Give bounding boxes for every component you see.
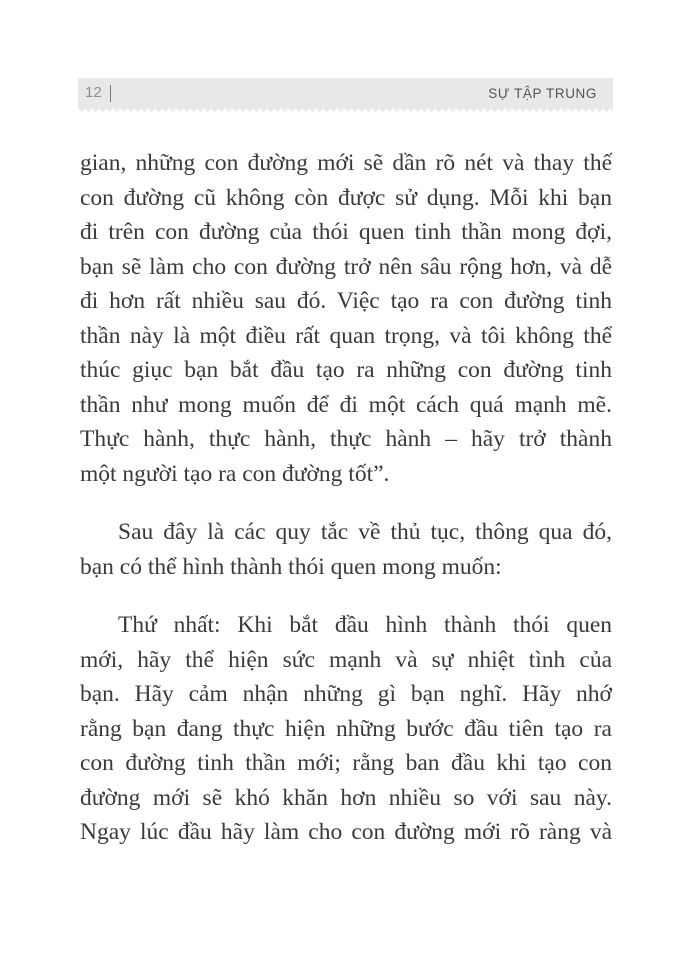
text-line: đi hơn rất nhiều sau đó. Việc tạo ra con đường tinh — [80, 288, 612, 314]
text-line: mới, hãy thể hiện sức mạnh và sự nhiệt tình của — [80, 646, 612, 673]
text-line: con đường tinh thần mới; rằng ban đầu khi tạo con — [80, 750, 612, 776]
text-line: đường mới sẽ khó khăn hơn nhiều so với sau này. — [80, 784, 612, 811]
page-header — [78, 78, 613, 108]
text-line: một người tạo ra con đường tốt”. — [80, 460, 390, 487]
text-line: Thứ nhất: Khi bắt đầu hình thành thói quen — [118, 612, 612, 638]
text-line: rằng bạn đang thực hiện những bước đầu tiên tạo ra — [80, 715, 612, 742]
text-line: thần này là một điều rất quan trọng, và tôi không thể — [80, 322, 612, 349]
text-line: con đường cũ không còn được sử dụng. Mỗi khi bạn — [80, 184, 612, 211]
text-line: Thực hành, thực hành, thực hành – hãy trở thành — [80, 426, 612, 452]
text-line: Sau đây là các quy tắc về thủ tục, thông qua đó, — [118, 519, 612, 545]
paragraph — [80, 146, 612, 491]
text-line: thúc giục bạn bắt đầu tạo ra những con đường tinh — [80, 357, 612, 383]
text-line: bạn có thể hình thành thói quen mong muốn: — [80, 553, 502, 580]
body-text — [80, 146, 612, 850]
text-line: gian, những con đường mới sẽ dần rõ nét và thay thế — [80, 150, 612, 176]
text-line: đi trên con đường của thói quen tinh thần mong đợi, — [80, 219, 612, 245]
text-line: thần như mong muốn để đi một cách quá mạnh mẽ. — [80, 391, 612, 418]
text-line: Ngay lúc đầu hãy làm cho con đường mới rõ ràng và — [80, 819, 612, 845]
page-number: 12 — [85, 84, 102, 101]
header-divider — [110, 85, 111, 102]
chapter-title: SỰ TẬP TRUNG — [488, 85, 597, 101]
text-line: bạn sẽ làm cho con đường trở nên sâu rộng hơn, và dễ — [80, 253, 612, 280]
text-line: bạn. Hãy cảm nhận những gì bạn nghĩ. Hãy nhớ — [80, 681, 612, 707]
paragraph — [80, 515, 612, 584]
paragraph — [80, 608, 612, 850]
